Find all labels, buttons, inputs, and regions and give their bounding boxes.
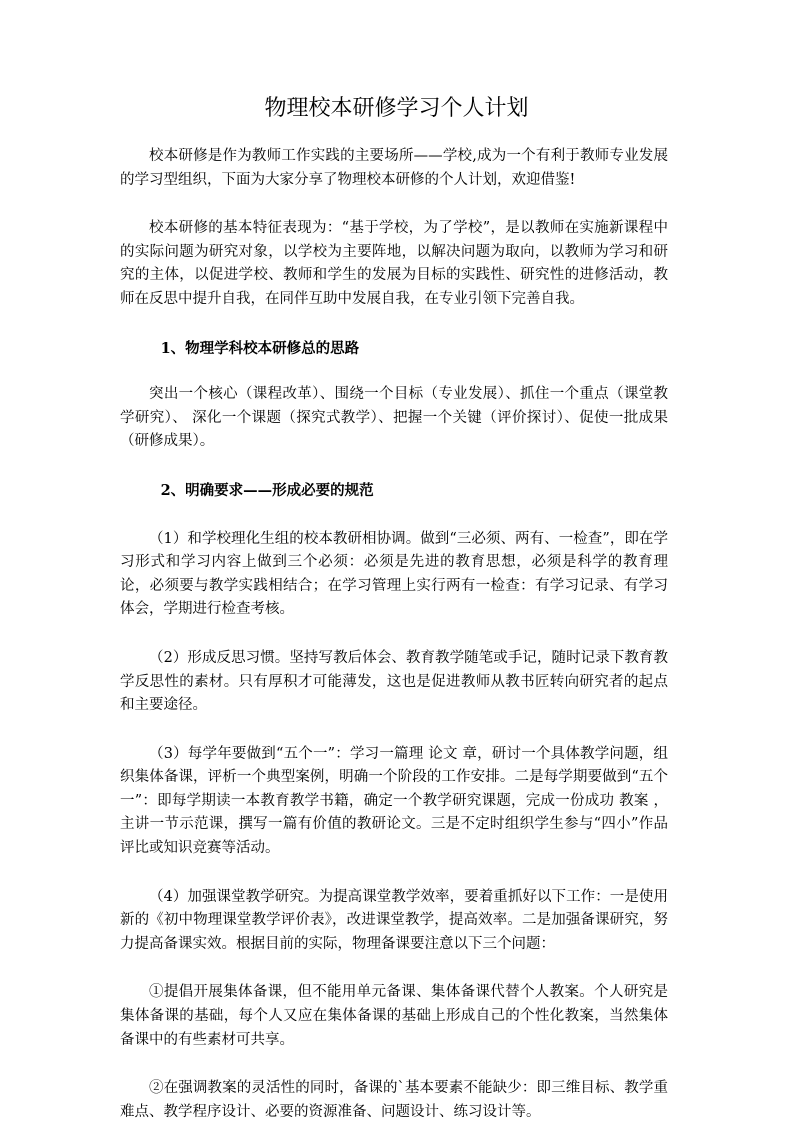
requirement-subitem-2: ②在强调教案的灵活性的同时，备课的`基本要素不能缺少：即三维目标、教学重难点、教学程序设计、必要的资源准备、问题设计、练习设计等。 bbox=[120, 1080, 668, 1120]
requirement-item-2: （2）形成反思习惯。坚持写教后体会、教育教学随笔或手记，随时记录下教育教学反思性的素材。只有厚积才可能薄发，这也是促进教师从教书匠转向研究者的起点和主要途径。 bbox=[120, 649, 668, 714]
requirement-subitem-1: ①提倡开展集体备课，但不能用单元备课、集体备课代替个人教案。个人研究是集体备课的基础，每个人又应在集体备课的基础上形成自己的个性化教案，当然集体备课中的有些素材可共享。 bbox=[120, 984, 668, 1048]
requirement-item-1: （1）和学校理化生组的校本教研相协调。做到“三必须、两有、一检查”，即在学习形式和学习内容上做到三个必须：必须是先进的教育思想，必须是科学的教育理论，必须要与教学实践相结合；在学习管理上实行两有一检查：有学习记录、有学习体会，学期进行检查考核。 bbox=[120, 530, 668, 618]
document-title: 物理校本研修学习个人计划 bbox=[264, 96, 529, 121]
document-body bbox=[120, 145, 668, 1124]
section-1-heading: 1、物理学科校本研修总的思路 bbox=[160, 339, 360, 357]
intro-paragraph: 校本研修是作为教师工作实践的主要场所——学校,成为一个有利于教师专业发展的学习型组织，下面为大家分享了物理校本研修的个人计划，欢迎借鉴! bbox=[120, 148, 668, 188]
requirement-item-3: （3）每学年要做到“五个一”：学习一篇理 论文 章，研讨一个具体教学问题，组织集体备课，评析一个典型案例，明确一个阶段的工作安排。二是每学期要做到“五个一”：即每学期读一本教育教学书籍，确定一个教学研究课题，完成一份成功 教案 ，主讲一节示范课，撰写一篇有价值的教研论文。三是不定时组织学生参与“四小”作品评比或知识竞赛等活动。 bbox=[120, 745, 668, 857]
features-paragraph: 校本研修的基本特征表现为：“基于学校，为了学校”，是以教师在实施新课程中的实际问题为研究对象，以学校为主要阵地，以解决问题为取向，以教师为学习和研究的主体，以促进学校、教师和学生的发展为目标的实践性、研究性的进修活动，教师在反思中提升自我，在同伴互助中发展自我，在专业引领下完善自我。 bbox=[120, 220, 668, 307]
section-1-paragraph: 突出一个核心（课程改革）、围绕一个目标（专业发展）、抓住一个重点（课堂教学研究）、 深化一个课题（探究式教学）、把握一个关键（评价探讨）、促使一批成果（研修成果）。 bbox=[120, 386, 668, 450]
requirement-item-4: （4）加强课堂教学研究。为提高课堂教学效率，要着重抓好以下工作：一是使用新的《初中物理课堂教学评价表》，改进课堂教学，提高效率。二是加强备课研究，努力提高备课实效。根据目前的实际，物理备课要注意以下三个问题： bbox=[120, 888, 668, 952]
section-2-heading: 2、明确要求——形成必要的规范 bbox=[160, 481, 374, 499]
